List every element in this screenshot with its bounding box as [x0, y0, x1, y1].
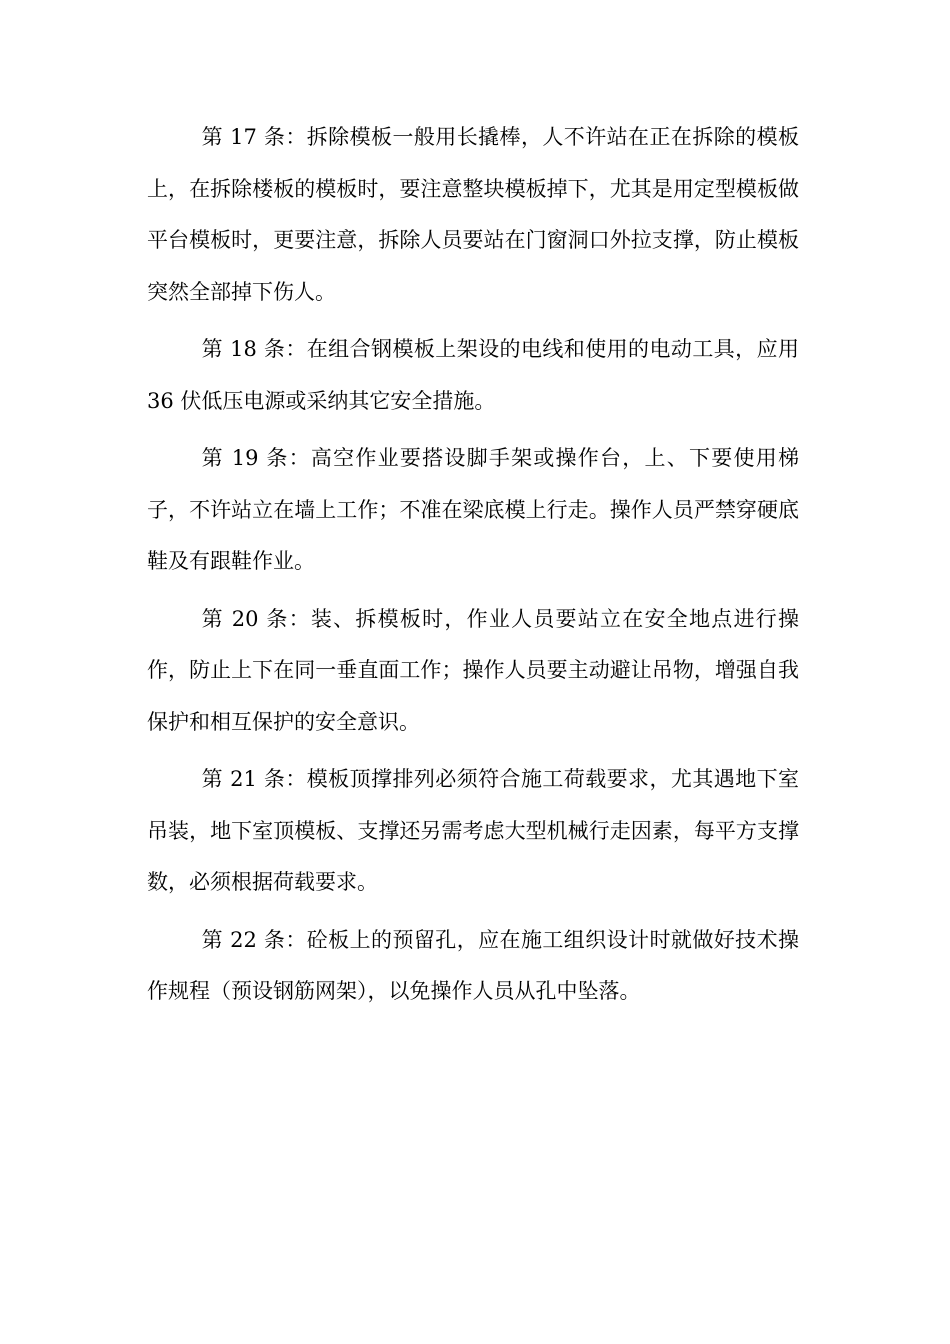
article-17: 第 17 条：拆除模板一般用长撬棒，人不许站在正在拆除的模板上，在拆除楼板的模板时，要注意整块模板掉下，尤其是用定型模板做平台模板时，更要注意，拆除人员要站在门窗洞口外拉支撑，防止模板突然全部掉下伤人。 — [147, 125, 799, 304]
article-19: 第 19 条：高空作业要搭设脚手架或操作台，上、下要使用梯子，不许站立在墙上工作；不准在梁底模上行走。操作人员严禁穿硬底鞋及有跟鞋作业。 — [147, 446, 799, 573]
article-20: 第 20 条：装、拆模板时，作业人员要站立在安全地点进行操作，防止上下在同一垂直面工作；操作人员要主动避让吊物，增强自我保护和相互保护的安全意识。 — [147, 606, 799, 734]
article-18: 第 18 条：在组合钢模板上架设的电线和使用的电动工具，应用 36 伏低压电源或采纳其它安全措施。 — [147, 337, 799, 413]
article-22: 第 22 条：砼板上的预留孔，应在施工组织设计时就做好技术操作规程（预设钢筋网架），以免操作人员从孔中坠落。 — [147, 927, 799, 1003]
article-21: 第 21 条：模板顶撑排列必须符合施工荷载要求，尤其遇地下室吊装，地下室顶模板、支撑还另需考虑大型机械行走因素，每平方支撑数，必须根据荷载要求。 — [147, 767, 799, 894]
document-body — [147, 112, 799, 1024]
